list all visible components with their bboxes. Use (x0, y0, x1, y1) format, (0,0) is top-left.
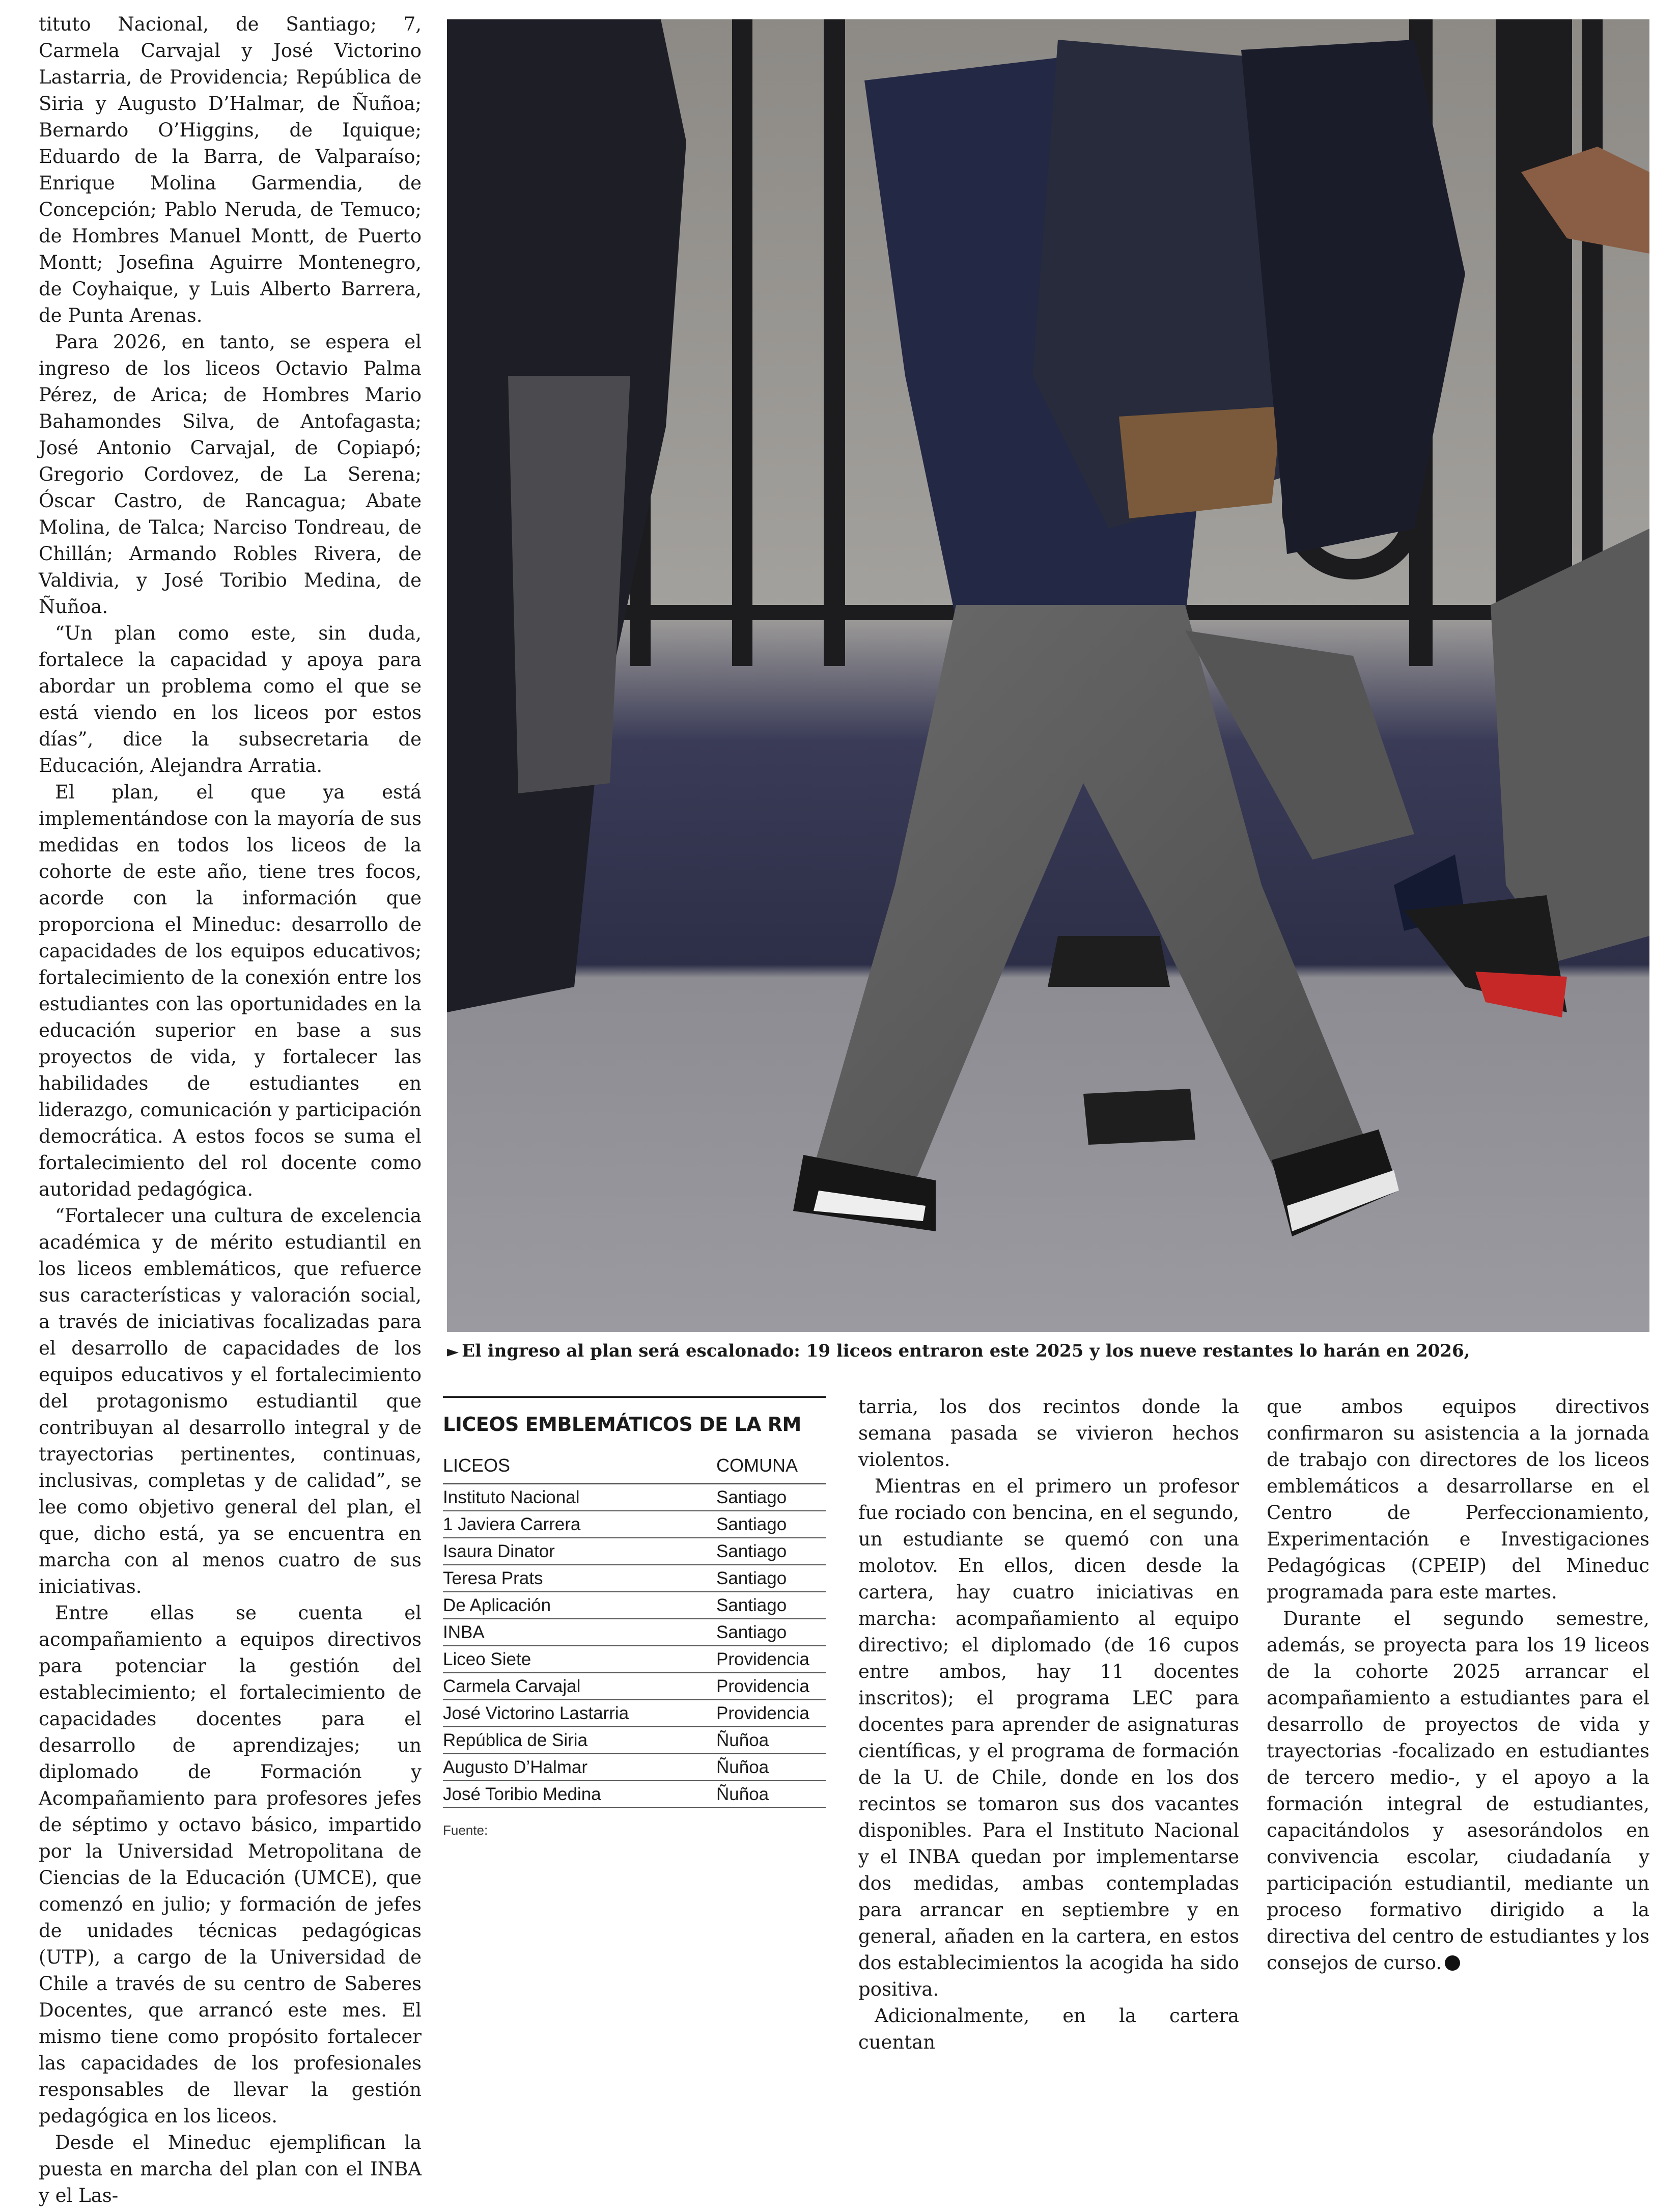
liceo-name: República de Siria (443, 1727, 711, 1754)
comuna-name: Santiago (711, 1538, 826, 1565)
caption-marker: ► (447, 1343, 459, 1361)
comuna-name: Santiago (711, 1565, 826, 1592)
table-row (443, 1754, 826, 1781)
paragraph: Mientras en el primero un profesor fue rociado con bencina, en el segundo, un estudiante se quemó con una molotov. En ellos, dicen desde la cartera, hay cuatro iniciativas en marcha: acompañamiento al equipo directivo; el diplomado (de 16 cupos entre ambos, hay 11 docentes inscritos); el programa LEC para docentes para aprender de asignaturas científicas, y el programa de formación de la U. de Chile, donde en los dos recintos se tomaron sus dos vacantes disponibles. Para el Instituto Nacional y el INBA quedan por implementarse dos medidas, ambas contempladas para arrancar en septiembre y en general, añaden en la cartera, en estos dos establecimientos la acogida ha sido positiva. (858, 1475, 1239, 2000)
comuna-name: Santiago (711, 1484, 826, 1511)
table-row (443, 1673, 826, 1700)
liceo-name: Instituto Nacional (443, 1484, 711, 1511)
photo-caption (447, 1338, 1649, 1365)
table-row (443, 1484, 826, 1511)
liceo-name: Augusto D’Halmar (443, 1754, 711, 1781)
table-row (443, 1700, 826, 1727)
table-row (443, 1538, 826, 1565)
liceo-name: De Aplicación (443, 1592, 711, 1619)
comuna-name: Santiago (711, 1592, 826, 1619)
comuna-name: Ñuñoa (711, 1754, 826, 1781)
comuna-name: Ñuñoa (711, 1727, 826, 1754)
comuna-name: Ñuñoa (711, 1781, 826, 1808)
fact-box-title: LICEOS EMBLEMÁTICOS DE LA RM (443, 1396, 826, 1450)
comuna-name: Providencia (711, 1646, 826, 1673)
liceo-name: Liceo Siete (443, 1646, 711, 1673)
paragraph: tarria, los dos recintos donde la semana pasada se vivieron hechos violentos. (858, 1396, 1239, 1471)
liceo-name: Isaura Dinator (443, 1538, 711, 1565)
table-row (443, 1619, 826, 1646)
table-row (443, 1646, 826, 1673)
comuna-name: Providencia (711, 1700, 826, 1727)
column-header-liceos: LICEOS (443, 1450, 711, 1484)
paragraph: “Fortalecer una cultura de excelencia académica y de mérito estudiantil en los liceos emblemáticos, que refuerce sus características y valoración social, a través de iniciativas focalizadas para el desarrollo de capacidades de los equipos educativos y el fortalecimiento del protagonismo estudiantil que contribuyan al desarrollo integral y de trayectorias pertinentes, continuas, inclusivas, completas y de calidad”, se lee como objetivo general del plan, el que, dicho está, ya se encuentra en marcha con al menos cuatro de sus iniciativas. (39, 1205, 422, 1597)
table-row (443, 1781, 826, 1808)
article-column-1 (39, 11, 422, 2209)
table-row (443, 1511, 826, 1538)
paragraph: que ambos equipos directivos confirmaron su asistencia a la jornada de trabajo con directores de los liceos emblemáticos a desarrollarse en el Centro de Perfeccionamiento, Experimentación e Investigaciones Pedagógicas (CPEIP) del Mineduc programada para este martes. (1267, 1396, 1649, 1603)
article-column-4 (1267, 1394, 1649, 1976)
liceo-name: Teresa Prats (443, 1565, 711, 1592)
table-row (443, 1565, 826, 1592)
source-label: Fuente: (443, 1823, 488, 1838)
caption-text: El ingreso al plan será escalonado: 19 liceos entraron este 2025 y los nueve restantes lo harán en 2026, (462, 1341, 1470, 1361)
table-row (443, 1592, 826, 1619)
column-header-comuna: COMUNA (711, 1450, 826, 1484)
fact-box (443, 1396, 826, 1838)
article-column-3 (858, 1394, 1239, 2056)
table-row (443, 1727, 826, 1754)
comuna-name: Providencia (711, 1673, 826, 1700)
students-walking-photo (447, 19, 1649, 1332)
comuna-name: Santiago (711, 1619, 826, 1646)
paragraph: Para 2026, en tanto, se espera el ingreso de los liceos Octavio Palma Pérez, de Arica; de Hombres Mario Bahamondes Silva, de Antofagasta; José Antonio Carvajal, de Copiapó; Gregorio Cordovez, de La Serena; Óscar Castro, de Rancagua; Abate Molina, de Talca; Narciso Tondreau, de Chillán; Armando Robles Rivera, de Valdivia, y José Toribio Medina, de Ñuñoa. (39, 331, 422, 618)
paragraph: tituto Nacional, de Santiago; 7, Carmela Carvajal y José Victorino Lastarria, de Providencia; República de Siria y Augusto D’Halmar, de Ñuñoa; Bernardo O’Higgins, de Iquique; Eduardo de la Barra, de Valparaíso; Enrique Molina Garmendia, de Concepción; Pablo Neruda, de Temuco; de Hombres Manuel Montt, de Puerto Montt; Josefina Aguirre Montenegro, de Coyhaique, y Luis Alberto Barrera, de Punta Arenas. (39, 13, 422, 326)
paragraph: “Un plan como este, sin duda, fortalece la capacidad y apoya para abordar un problema como el que se está viendo en los liceos por estos días”, dice la subsecretaria de Educación, Alejandra Arratia. (39, 622, 422, 777)
liceo-name: José Victorino Lastarria (443, 1700, 711, 1727)
liceo-name: José Toribio Medina (443, 1781, 711, 1808)
table-header-row (443, 1450, 826, 1484)
liceo-name: INBA (443, 1619, 711, 1646)
liceos-table (443, 1450, 826, 1808)
end-of-article-icon (1445, 1955, 1460, 1971)
liceo-name: Carmela Carvajal (443, 1673, 711, 1700)
liceo-name: 1 Javiera Carrera (443, 1511, 711, 1538)
paragraph (1267, 1606, 1649, 1976)
paragraph-text: Durante el segundo semestre, además, se proyecta para los 19 liceos de la cohorte 2025 arrancar el acompañamiento a estudiantes para el desarrollo de proyectos de vida y trayectorias -focalizado en estudiantes de tercero medio-, y el apoyo a la formación integral de estudiantes, capacitándolos y asesorándolos en convivencia escolar, ciudadanía y participación estudiantil, mediante un proceso formativo dirigido a la directiva del centro de estudiantes y los consejos de curso. (1267, 1608, 1649, 1974)
paragraph: Entre ellas se cuenta el acompañamiento a equipos directivos para potenciar la gestión del establecimiento; el fortalecimiento de capacidades docentes para el desarrollo de aprendizajes; un diplomado de Formación y Acompañamiento para profesores jefes de séptimo y octavo básico, impartido por la Universidad Metropolitana de Ciencias de la Educación (UMCE), que comenzó en julio; y formación de jefes de unidades técnicas pedagógicas (UTP), a cargo de la Universidad de Chile a través de su centro de Saberes Docentes, que arrancó este mes. El mismo tiene como propósito fortalecer las capacidades de los profesionales responsables de llevar la gestión pedagógica en los liceos. (39, 1602, 422, 2127)
comuna-name: Santiago (711, 1511, 826, 1538)
paragraph: El plan, el que ya está implementándose con la mayoría de sus medidas en todos los liceos de la cohorte de este año, tiene tres focos, acorde con la información que proporciona el Mineduc: desarrollo de capacidades de los equipos educativos; fortalecimiento de la conexión entre los estudiantes con las oportunidades en la educación superior en base a sus proyectos de vida, y fortalecer las habilidades de estudiantes en liderazgo, comunicación y participación democrática. A estos focos se suma el fortalecimiento del rol docente como autoridad pedagógica. (39, 781, 422, 1200)
paragraph: Adicionalmente, en la cartera cuentan (858, 2005, 1239, 2053)
paragraph: Desde el Mineduc ejemplifican la puesta en marcha del plan con el INBA y el Las- (39, 2132, 422, 2206)
